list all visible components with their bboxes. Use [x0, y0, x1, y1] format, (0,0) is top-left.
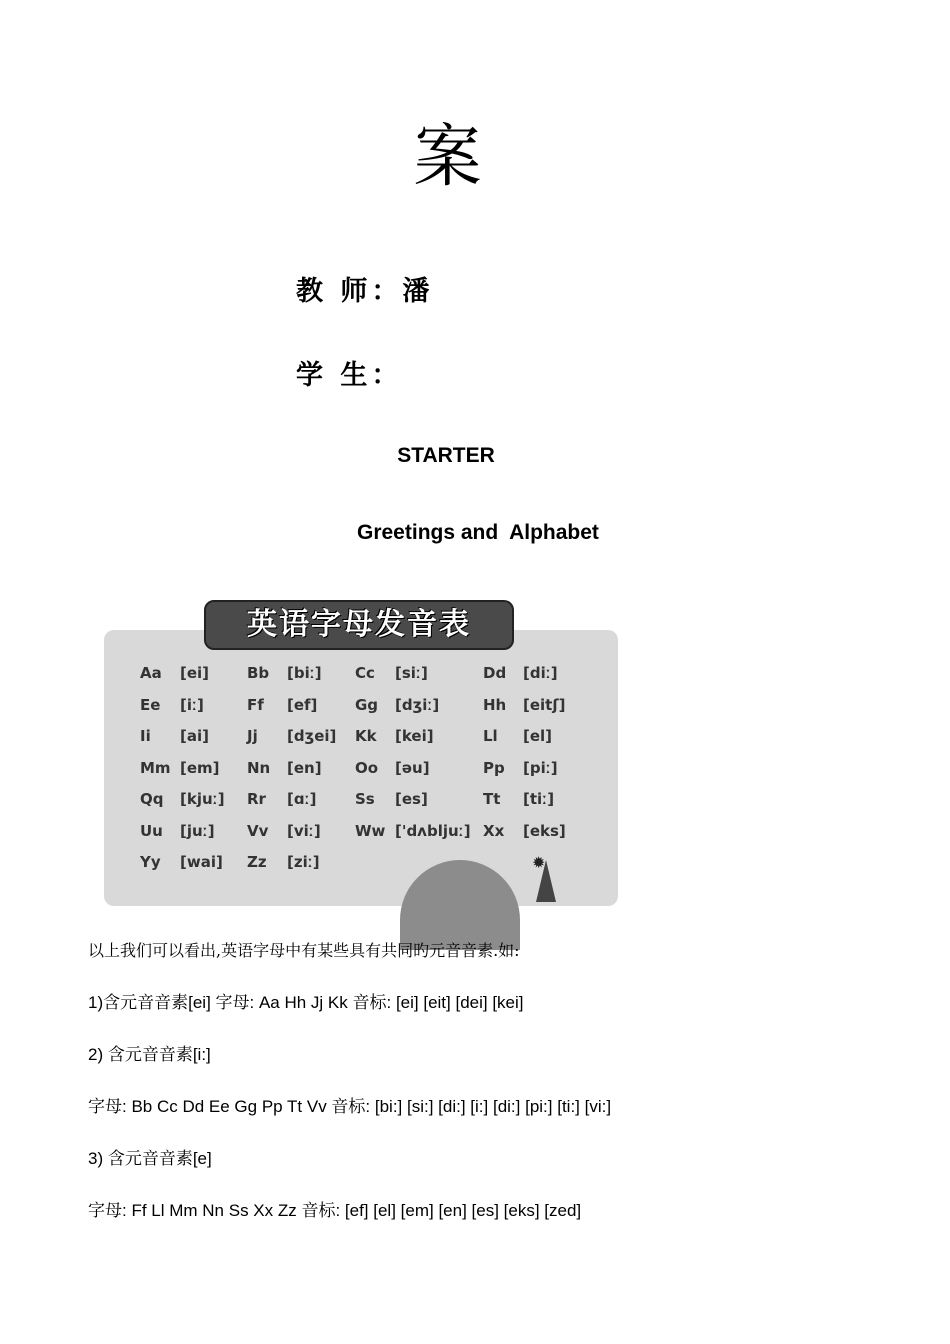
alphabet-entry: [140, 664, 209, 682]
alphabet-entry: [247, 853, 320, 871]
alphabet-entry: [355, 822, 471, 840]
phonetic: [tiː]: [523, 790, 555, 808]
letter: Yy: [140, 853, 161, 871]
phonetic: [en]: [287, 758, 322, 777]
item-1: 1)含元音音素[ei] 字母: Aa Hh Jj Kk 音标: [ei] [eit] [dei] [kei]: [88, 993, 524, 1012]
alphabet-entry: [247, 822, 321, 840]
letter: Bb: [247, 664, 270, 682]
letter: Ee: [140, 695, 161, 714]
letter: Ll: [483, 727, 498, 745]
letter: Ww: [355, 821, 386, 840]
phonetic: [piː]: [523, 758, 558, 777]
letter: Mm: [140, 758, 171, 777]
letter: Vv: [247, 821, 269, 840]
letter: Zz: [247, 853, 267, 871]
letter: Dd: [483, 664, 507, 682]
intro-paragraph: 以上我们可以看出,英语字母中有某些具有共同旳元音音素.如:: [88, 941, 520, 960]
alphabet-entry: [140, 822, 215, 840]
alphabet-entry: [355, 696, 439, 714]
phonetic: [diː]: [523, 664, 558, 682]
item-2-body: 字母: Bb Cc Dd Ee Gg Pp Tt Vv 音标: [bi:] [si:] [di:] [i:] [di:] [pi:] [ti:] [vi:]: [88, 1097, 612, 1116]
phonetic: [ai]: [180, 727, 209, 745]
letter: Nn: [247, 758, 271, 777]
teacher-label: 教 师：潘: [296, 276, 434, 307]
alphabet-entry: [247, 790, 317, 808]
letter: Oo: [355, 758, 379, 777]
item-3-heading: 3) 含元音音素[e]: [88, 1149, 212, 1168]
letter: Qq: [140, 790, 164, 808]
phonetic: [biː]: [287, 664, 322, 682]
letter: Gg: [355, 695, 379, 714]
alphabet-entry: [483, 727, 552, 745]
unit-subtitle: Greetings and Alphabet: [357, 521, 599, 544]
phonetic: ['dʌbljuː]: [395, 821, 471, 840]
chart-banner: 英语字母发音表: [204, 600, 514, 650]
unit-name: STARTER: [397, 444, 495, 467]
alphabet-entry: [483, 759, 558, 777]
phonetic: [es]: [395, 790, 428, 808]
phonetic: [el]: [523, 727, 553, 745]
phonetic: [əu]: [395, 758, 430, 777]
alphabet-entry: [483, 696, 565, 714]
letter: Tt: [483, 790, 501, 808]
page-title: 案: [413, 118, 482, 197]
phonetic: [kei]: [395, 727, 434, 745]
phonetic: [kjuː]: [180, 790, 225, 808]
phonetic: [juː]: [180, 821, 215, 840]
letter: Ff: [247, 695, 264, 714]
phonetic: [wai]: [180, 853, 223, 871]
letter: Jj: [247, 727, 258, 745]
phonetic: [dʒei]: [287, 727, 337, 745]
alphabet-entry: [247, 727, 336, 745]
item-2-heading: 2) 含元音音素[i:]: [88, 1045, 211, 1064]
alphabet-entry: [140, 853, 223, 871]
phonetic: [eks]: [523, 821, 566, 840]
letter: Xx: [483, 821, 505, 840]
alphabet-entry: [140, 790, 225, 808]
letter: Pp: [483, 758, 505, 777]
letter: Kk: [355, 727, 377, 745]
letter: Ii: [140, 727, 151, 745]
letter: Aa: [140, 664, 162, 682]
alphabet-entry: [355, 790, 428, 808]
phonetic: [dʒiː]: [395, 695, 440, 714]
student-label: 学 生：: [296, 360, 403, 391]
phonetic: [ziː]: [287, 853, 320, 871]
alphabet-entry: [483, 664, 558, 682]
alphabet-entry: [355, 727, 434, 745]
alphabet-entry: [483, 822, 566, 840]
star-icon: ✹: [532, 853, 546, 872]
alphabet-entry: [247, 696, 317, 714]
phonetic: [viː]: [287, 821, 321, 840]
item-3-body: 字母: Ff Ll Mm Nn Ss Xx Zz 音标: [ef] [el] [em] [en] [es] [eks] [zed]: [88, 1201, 582, 1220]
phonetic: [ɑː]: [287, 790, 317, 808]
alphabet-entry: [247, 759, 322, 777]
letter: Ss: [355, 790, 375, 808]
alphabet-entry: [140, 727, 209, 745]
phonetic: [eitʃ]: [523, 695, 566, 714]
phonetic: [iː]: [180, 695, 204, 714]
alphabet-entry: [355, 759, 430, 777]
phonetic: [siː]: [395, 664, 428, 682]
letter: Uu: [140, 821, 163, 840]
alphabet-entry: [483, 790, 554, 808]
alphabet-entry: [247, 664, 322, 682]
alphabet-entry: [140, 759, 220, 777]
phonetic: [em]: [180, 758, 220, 777]
letter: Cc: [355, 664, 375, 682]
phonetic: [ef]: [287, 695, 318, 714]
alphabet-chart-image: [104, 598, 620, 910]
letter: Rr: [247, 790, 266, 808]
letter: Hh: [483, 695, 507, 714]
alphabet-entry: [355, 664, 428, 682]
phonetic: [ei]: [180, 664, 210, 682]
alphabet-entry: [140, 696, 204, 714]
